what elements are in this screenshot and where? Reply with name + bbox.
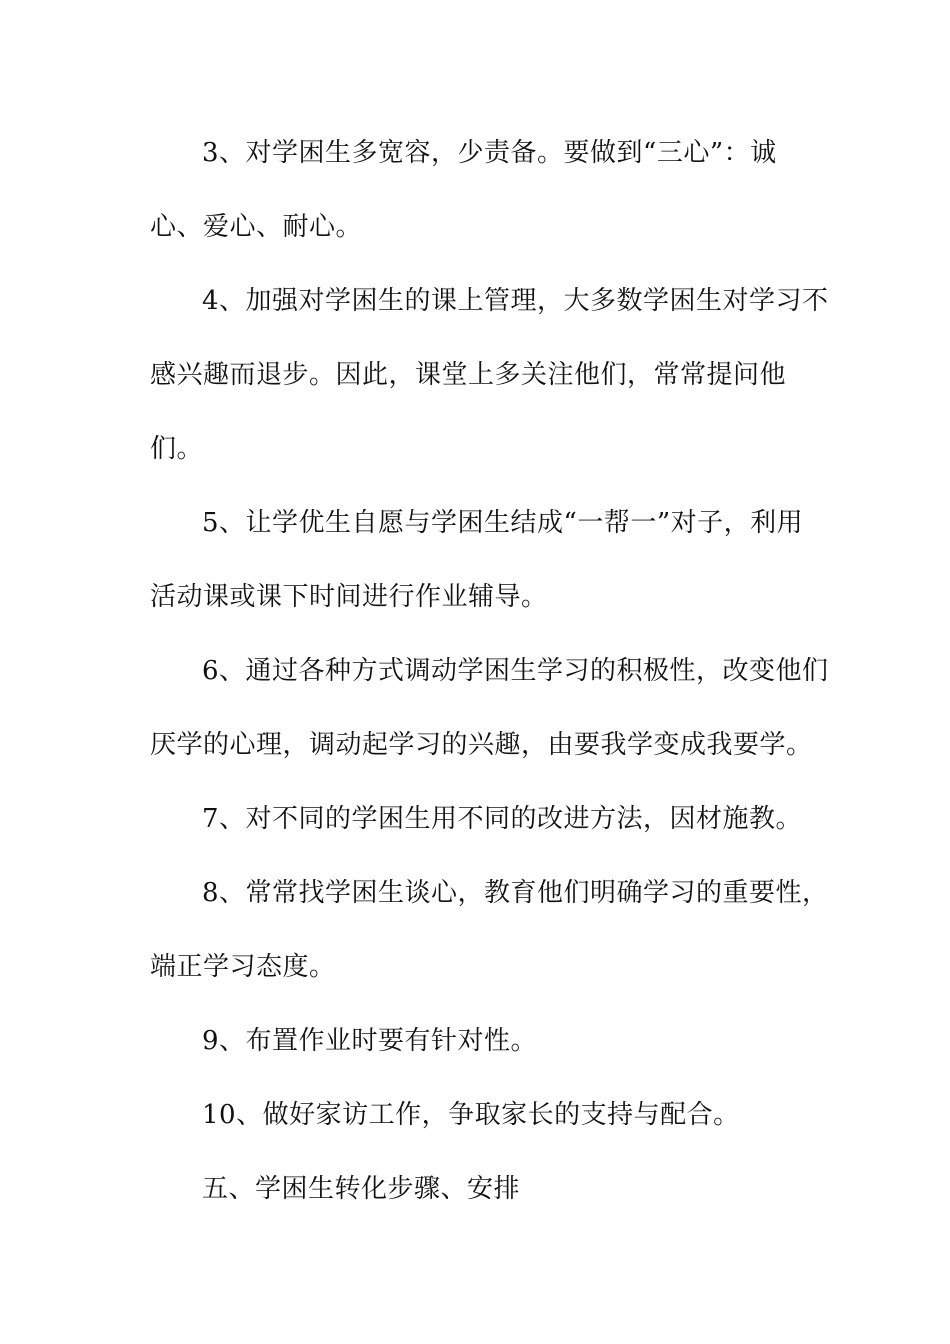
paragraph-9-line-1: 9、布置作业时要有针对性。 [202, 1026, 538, 1056]
paragraph-8-line-2: 端正学习态度。 [150, 952, 336, 982]
paragraph-5-line-1: 5、让学优生自愿与学困生结成“一帮一”对子，利用 [202, 508, 804, 538]
paragraph-5-line-2: 活动课或课下时间进行作业辅导。 [150, 582, 548, 612]
paragraph-6-line-1: 6、通过各种方式调动学困生学习的积极性，改变他们 [202, 656, 829, 686]
paragraph-4-line-2: 感兴趣而退步。因此，课堂上多关注他们，常常提问他 [150, 360, 787, 390]
paragraph-4-line-3: 们。 [150, 434, 204, 464]
paragraph-3-line-1: 3、对学困生多宽容，少责备。要做到“三心”：诚 [202, 138, 777, 168]
paragraph-6-line-2: 厌学的心理，调动起学习的兴趣，由要我学变成我要学。 [150, 730, 813, 760]
paragraph-10-line-1: 10、做好家访工作，争取家长的支持与配合。 [202, 1100, 740, 1130]
paragraph-8-line-1: 8、常常找学困生谈心，教育他们明确学习的重要性， [202, 878, 829, 908]
paragraph-3-line-2: 心、爱心、耐心。 [150, 212, 363, 242]
paragraph-7-line-1: 7、对不同的学困生用不同的改进方法，因材施教。 [202, 804, 803, 834]
paragraph-4-line-1: 4、加强对学困生的课上管理，大多数学困生对学习不 [202, 286, 829, 316]
section-heading-5: 五、学困生转化步骤、安排 [202, 1174, 521, 1204]
